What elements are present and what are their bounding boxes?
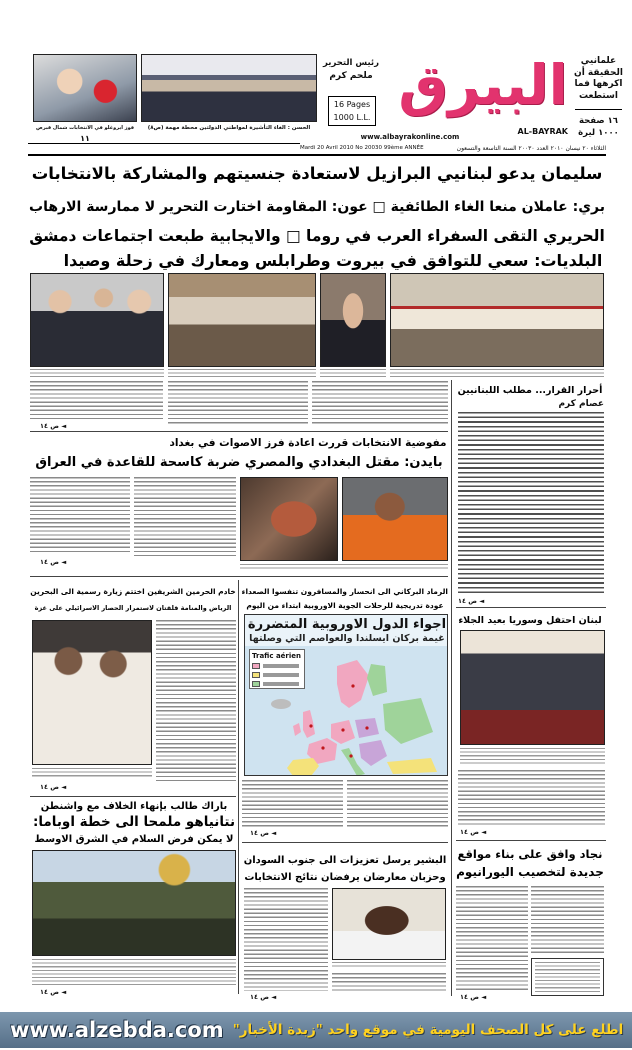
teaser-caption-cyprus: فوز ايروغلو في الانتخابات شمال قبرص [36, 125, 134, 131]
lead-headline-1: سليمان يدعو لبنانيي البرازيل لاستعادة جنسيتهم والمشاركة بالانتخابات [31, 164, 603, 183]
date-french: Mardi 20 Avril 2010 No 20030 99ème ANNÉE [300, 145, 424, 151]
teaser-caption-visa: الحسن : الغاء التأشيرة لمواطني الدولتين محطة مهمة (ص٨) [147, 125, 311, 131]
editor-name: ملحم كرم [329, 71, 373, 81]
iran-headline-line-2: جديدة لتخصيب اليورانيوم [456, 865, 604, 879]
masthead-rule-short [28, 143, 300, 144]
volcano-headline: عودة تدريجية للرحلات الجوية الاوروبية ابتداء من اليوم [246, 601, 444, 610]
lead-headline-3: الحريري التقى السفراء العرب في روما □ والايجابية طبعت اجتماعات دمشق [29, 227, 605, 245]
saudi-kicker: خادم الحرمين الشريفين اختتم زيارة رسمية الى البحرين [30, 587, 236, 596]
photo-caption [332, 962, 446, 969]
continued-marker: ◄ ص ١٤ [40, 988, 67, 996]
newspaper-logo-latin: AL-BAYRAK [517, 127, 568, 136]
teaser-photo-conference [141, 54, 317, 122]
israel-kicker: باراك طالب بإنهاء الخلاف مع واشنطن [40, 801, 228, 812]
legend-title: Trafic aérien [252, 652, 302, 660]
date-bar [300, 144, 606, 153]
obituary-text [535, 962, 600, 992]
iran-headline-line-1: نجاد وافق على بناء مواقع [457, 847, 603, 861]
body-text [30, 477, 130, 555]
website-url: www.albayrakonline.com [360, 133, 460, 141]
editor-in-chief [322, 57, 380, 85]
photo-caption [168, 369, 316, 377]
page-count-en: 16 Pages [333, 100, 371, 109]
photo-bashir [332, 888, 446, 960]
photo-militant-portrait [342, 477, 448, 561]
section-rule [456, 840, 606, 841]
opinion-author: عصام كرم [558, 399, 604, 409]
footer-promo-text: اطلع على كل الصحف اليومية في موقع واحد "زبدة الأخبار" [232, 1022, 624, 1038]
legend-label [263, 682, 299, 686]
body-text [134, 477, 236, 559]
lead-headline-4: البلديات: سعي للتوافق في بيروت وطرابلس ومعارك في زحلة وصيدا [63, 251, 603, 270]
section-rule [456, 607, 606, 608]
date-arabic: الثلاثاء ٢٠ نيسان ٢٠١٠ العدد ٢٠٠٣٠ السنة التاسعة والتسعون [456, 145, 606, 152]
israel-headline-line-1: نتانياهو ملمحا الى خطة اوباما: [32, 814, 236, 830]
map-legend [249, 649, 305, 689]
footer-website-url: www.alzebda.com [10, 1018, 224, 1042]
legend-row [252, 670, 302, 679]
body-text [244, 888, 328, 991]
editor-title: رئيس التحرير [323, 58, 379, 68]
photo-caption [460, 748, 605, 766]
legend-swatch-partial [252, 672, 260, 678]
body-text [458, 770, 605, 826]
body-text [156, 620, 236, 782]
page-count-ar: ١٦ صفحة [579, 116, 618, 126]
map-capital-dot [351, 684, 354, 687]
continued-marker: ◄ ص ١٤ [460, 828, 487, 836]
motto-divider [575, 109, 622, 110]
masthead-rule [28, 154, 606, 156]
volcano-kicker: الرماد البركاني الى انحسار والمسافرون تنفسوا الصعداء [242, 587, 448, 596]
continued-marker: ◄ ص ١٤ [40, 783, 67, 791]
photo-caption [240, 564, 448, 571]
body-text [531, 886, 604, 954]
lead-photo-meeting [168, 273, 316, 367]
continued-marker: ◄ ص ١٤ [458, 597, 485, 605]
photo-independence-ceremony [460, 630, 605, 745]
map-country-iceland [271, 699, 291, 709]
price-box [328, 96, 376, 126]
photo-caption [32, 959, 236, 985]
newspaper-logo: البيرق [398, 53, 568, 118]
lead-headline-2: بري: عاملان منعا الغاء الطائفية □ عون: المقاومة اختارت التحرير لا ممارسة الارهاب [29, 199, 605, 215]
section-rule [30, 796, 236, 797]
photo-caption [32, 768, 152, 779]
continued-marker: ◄ ص ١٤ [40, 558, 67, 566]
lead-photo-roundtable [390, 273, 604, 367]
column-rule [238, 580, 239, 994]
sudan-headline-line-1: البشير يرسل تعزيزات الى جنوب السودان [243, 855, 447, 866]
section-rule [30, 431, 448, 432]
price-ar: ١٠٠٠ ليرة [578, 128, 619, 138]
legend-label [263, 673, 299, 677]
section-rule [242, 842, 448, 843]
body-text [312, 381, 448, 426]
lead-photo-delegation [30, 273, 164, 367]
lead-photo-berri [320, 273, 386, 367]
map-capital-dot [309, 724, 312, 727]
europe-airspace-map [244, 614, 448, 776]
legend-swatch-open [252, 681, 260, 687]
price-en: 1000 L.L. [333, 113, 371, 122]
iraq-kicker: مفوضية الانتخابات قررت اعادة فرز الاصوات في بغداد [169, 437, 447, 449]
sudan-headline-line-2: وحزبان معارضان يرفضان نتائج الانتخابات [244, 872, 446, 883]
map-capital-dot [365, 726, 368, 729]
map-capital-dot [341, 728, 344, 731]
map-capital-dot [349, 754, 352, 757]
photo-caption [320, 369, 386, 377]
body-text [168, 381, 308, 426]
saudi-headline: الرياض والمنامة قلقتان لاستمرار الحصار الاسرائيلي على غزة [34, 604, 232, 612]
obituary-box [531, 958, 604, 996]
section-rule [30, 576, 448, 577]
legend-row [252, 679, 302, 688]
teaser-photo-cyprus [33, 54, 137, 122]
column-rule [451, 380, 452, 996]
legend-label [263, 664, 299, 668]
motto-box [571, 56, 626, 142]
legend-row [252, 661, 302, 670]
teaser-page-number: ١١ [80, 134, 90, 143]
photo-king-visit [32, 620, 152, 765]
israel-headline-line-2: لا يمكن فرض السلام في الشرق الاوسط [34, 834, 234, 845]
continued-marker: ◄ ص ١٤ [40, 422, 67, 430]
motto-text: علمانيي الحقيقة أن اكرهها فما استطعت [574, 56, 623, 101]
legend-swatch-closed [252, 663, 260, 669]
body-text [347, 780, 448, 827]
photo-soldiers-ceremony [32, 850, 236, 956]
opinion-title: أحرار القرار... مطلب اللبنانيين [457, 385, 603, 396]
map-subtitle: غيمة بركان ايسلندا والعواصم التي وصلتها [249, 633, 445, 644]
map-title: اجواء الدول الاوروبية المتضررة [247, 617, 447, 632]
body-text [456, 886, 528, 990]
photo-killed-militant [240, 477, 338, 561]
iraq-headline: بايدن: مقتل البغدادي والمصري ضربة كاسحة للقاعدة في العراق [35, 455, 443, 470]
lebanon-syria-headline: لبنان احتفل وسوريا بعيد الجلاء [458, 615, 602, 626]
map-capital-dot [321, 746, 324, 749]
body-text [30, 381, 163, 422]
continued-marker: ◄ ص ١٤ [250, 993, 277, 1001]
body-text [242, 780, 343, 827]
continued-marker: ◄ ص ١٤ [460, 993, 487, 1001]
photo-caption [30, 369, 164, 377]
body-text [332, 973, 446, 991]
continued-marker: ◄ ص ١٤ [250, 829, 277, 837]
opinion-body-text [458, 412, 604, 596]
photo-caption [390, 369, 604, 377]
